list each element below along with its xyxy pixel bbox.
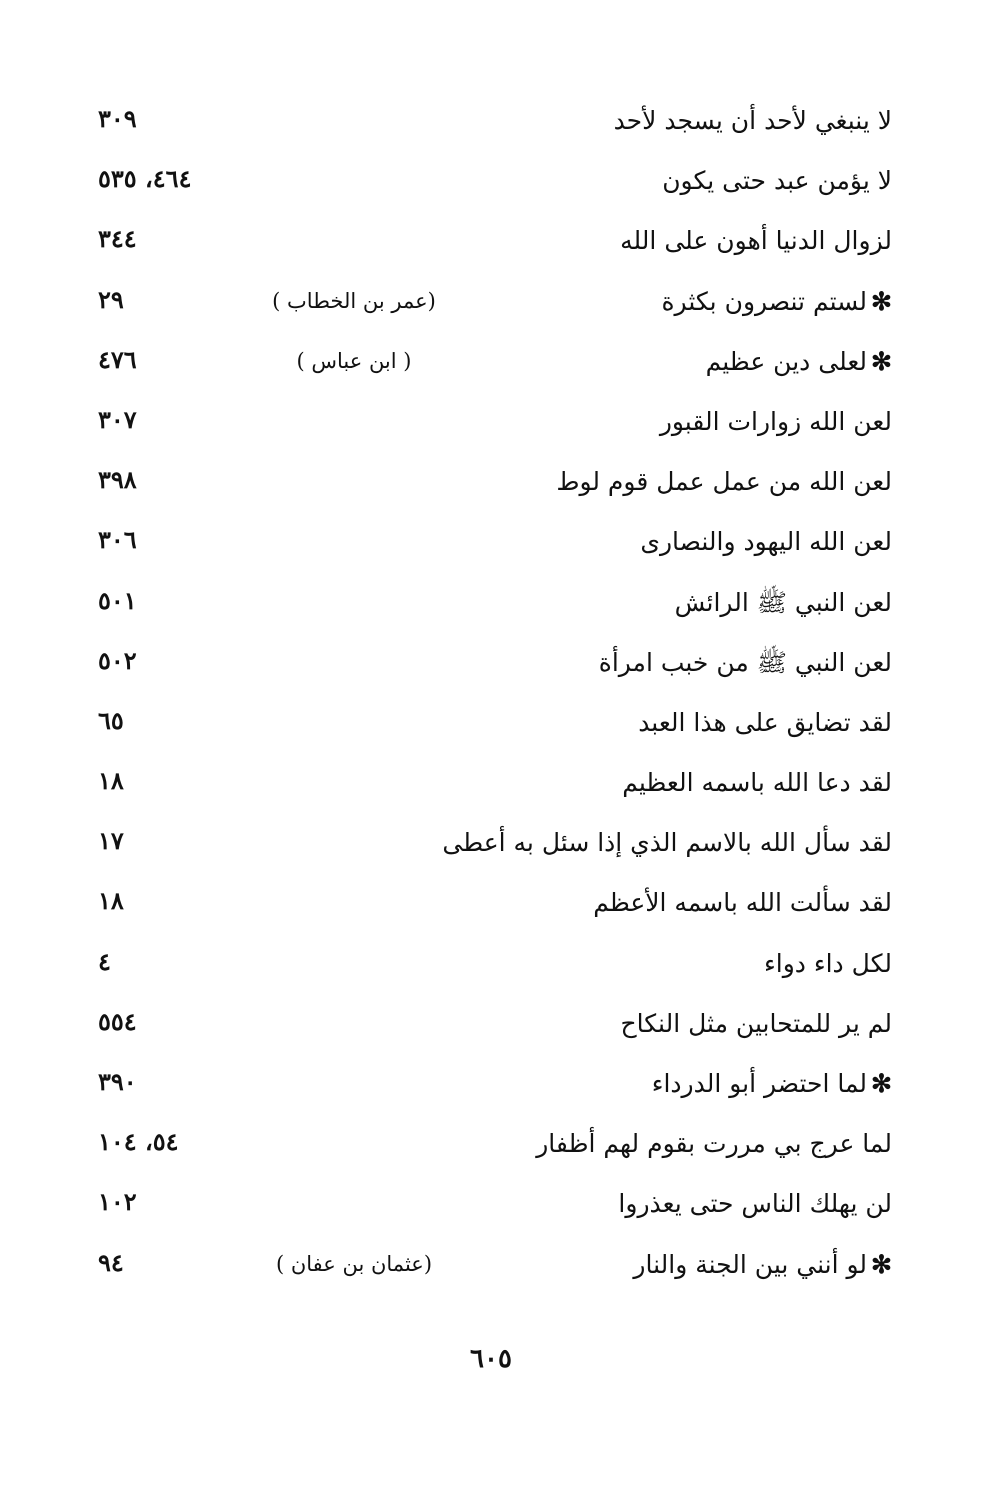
index-entry xyxy=(0,515,982,575)
index-entry xyxy=(0,756,982,816)
entry-page-refs: ٣٤٤ xyxy=(98,224,137,254)
index-entry xyxy=(0,275,982,335)
entry-phrase: لقد دعا الله باسمه العظيم xyxy=(622,768,892,798)
entry-page-refs: ١٨ xyxy=(98,766,124,796)
entry-page-refs: ٢٩ xyxy=(98,284,124,314)
entry-text xyxy=(593,886,892,920)
entry-phrase: لعن النبي ﷺ الرائش xyxy=(674,587,892,617)
entry-text xyxy=(660,405,892,439)
entry-phrase: لقد تضايق على هذا العبد xyxy=(638,707,892,737)
index-entry xyxy=(0,816,982,876)
index-entry xyxy=(0,154,982,214)
entry-phrase: لستم تنصرون بكثرة xyxy=(661,286,868,316)
entry-phrase: لعن الله من عمل عمل قوم لوط xyxy=(556,467,892,497)
entry-text xyxy=(675,586,892,620)
entry-phrase: لو أنني بين الجنة والنار xyxy=(633,1249,868,1279)
entry-text xyxy=(633,1248,892,1282)
entry-phrase: لقد سألت الله باسمه الأعظم xyxy=(593,888,892,918)
entry-page-refs: ٣٩٠ xyxy=(98,1067,137,1096)
entry-text xyxy=(638,706,892,740)
entry-text xyxy=(652,1067,892,1101)
entry-phrase: لم ير للمتحابين مثل النكاح xyxy=(620,1008,892,1038)
entry-text xyxy=(620,1007,892,1041)
entry-phrase: لعلى دين عظيم xyxy=(705,346,868,376)
entry-page-refs: ٣٩٨ xyxy=(98,465,137,495)
entry-page-refs: ٤٧٦ xyxy=(98,344,137,374)
entry-text xyxy=(662,164,892,198)
entry-page-refs: ٩٤ xyxy=(98,1247,124,1277)
entry-text xyxy=(556,465,892,499)
index-entry xyxy=(0,636,982,696)
index-entry xyxy=(0,335,982,395)
entry-text xyxy=(442,826,892,860)
entry-text xyxy=(622,766,892,800)
entry-page-refs: ٣٠٦ xyxy=(98,525,137,555)
entry-page-refs: ١٧ xyxy=(98,826,124,856)
entry-phrase: لما احتضر أبو الدرداء xyxy=(651,1069,868,1098)
index-entry xyxy=(0,94,982,154)
entry-text xyxy=(614,104,892,138)
entry-page-refs: ٥٤، ١٠٤ xyxy=(98,1127,179,1157)
entry-page-refs: ٥٠١ xyxy=(98,585,137,615)
entry-page-refs: ٣٠٩ xyxy=(98,104,137,133)
index-entry xyxy=(0,876,982,936)
entry-phrase: لا ينبغي لأحد أن يسجد لأحد xyxy=(613,106,892,135)
entry-page-refs: ٤ xyxy=(98,946,111,976)
entry-narrator: (عثمان بن عفان ) xyxy=(275,1251,433,1276)
page-number: ٦٠٥ xyxy=(470,1344,512,1374)
asterisk-marker: ✻ xyxy=(871,346,892,376)
index-entry xyxy=(0,395,982,455)
entry-page-refs: ٥٥٤ xyxy=(98,1006,137,1036)
entry-page-refs: ٤٦٤، ٥٣٥ xyxy=(98,164,192,194)
entry-phrase: لعن الله اليهود والنصارى xyxy=(640,527,892,557)
index-entry xyxy=(0,997,982,1057)
entry-text xyxy=(618,1187,892,1221)
asterisk-marker: ✻ xyxy=(871,1069,892,1098)
index-entry xyxy=(0,214,982,274)
entry-text xyxy=(640,525,892,559)
entry-page-refs: ٣٠٧ xyxy=(98,404,137,434)
entry-phrase: لما عرج بي مررت بقوم لهم أظفار xyxy=(536,1129,892,1159)
entry-phrase: لا يؤمن عبد حتى يكون xyxy=(662,166,892,196)
entry-text xyxy=(661,285,892,319)
entry-narrator: (عمر بن الخطاب ) xyxy=(272,288,436,313)
entry-narrator: ( ابن عباس ) xyxy=(296,348,412,373)
entry-phrase: لن يهلك الناس حتى يعذروا xyxy=(618,1189,892,1219)
entry-page-refs: ٦٥ xyxy=(98,705,124,735)
entry-text xyxy=(620,224,892,258)
entry-text xyxy=(599,646,892,680)
index-entry xyxy=(0,455,982,515)
index-entry xyxy=(0,1177,982,1237)
entry-phrase: لكل داء دواء xyxy=(764,948,892,978)
entry-page-refs: ٥٠٢ xyxy=(98,645,137,675)
index-entry xyxy=(0,1238,982,1298)
hadith-index-list xyxy=(0,94,982,1298)
asterisk-marker: ✻ xyxy=(871,286,892,316)
index-entry xyxy=(0,1057,982,1117)
entry-phrase: لقد سأل الله بالاسم الذي إذا سئل به أعطى xyxy=(442,828,892,858)
entry-phrase: لعن الله زوارات القبور xyxy=(659,406,892,436)
entry-phrase: لعن النبي ﷺ من خبب امرأة xyxy=(598,647,892,677)
index-entry xyxy=(0,696,982,756)
entry-text xyxy=(706,345,892,379)
entry-page-refs: ١٠٢ xyxy=(98,1187,137,1217)
entry-text xyxy=(764,947,892,981)
asterisk-marker: ✻ xyxy=(871,1249,892,1279)
index-entry xyxy=(0,937,982,997)
index-entry xyxy=(0,1117,982,1177)
entry-page-refs: ١٨ xyxy=(98,886,124,916)
entry-text xyxy=(536,1127,892,1161)
index-entry xyxy=(0,576,982,636)
entry-phrase: لزوال الدنيا أهون على الله xyxy=(620,226,892,256)
